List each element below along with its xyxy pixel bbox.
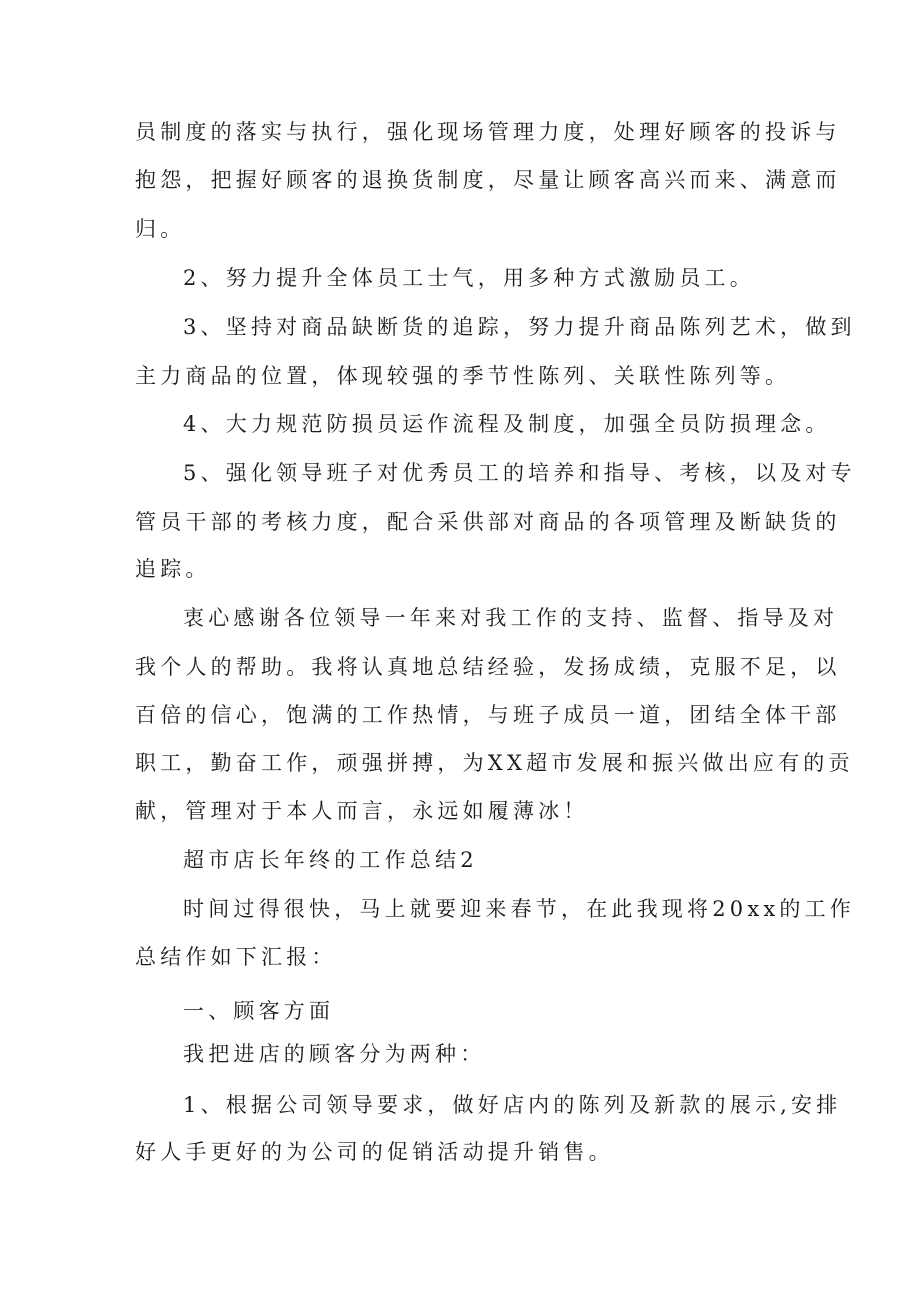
text-line: 员制度的落实与执行，强化现场管理力度，处理好顾客的投诉与 [135,120,841,144]
text-line: 献，管理对于本人而言，永远如履薄冰！ [135,799,589,823]
text-line: 抱怨，把握好顾客的退换货制度，尽量让顾客高兴而来、满意而 [135,168,841,192]
text-line: 归。 [135,217,186,241]
section-title: 超市店长年终的工作总结2 [183,848,478,872]
text-line: 职工，勤奋工作，顽强拼搏，为XX超市发展和振兴做出应有的贡 [135,751,854,775]
text-line: 时间过得很快，马上就要迎来春节，在此我现将20xx的工作 [183,897,856,921]
text-line: 总结作如下汇报： [135,945,337,969]
text-line: 我个人的帮助。我将认真地总结经验，发扬成绩，克服不足，以 [135,655,841,679]
text-line: 好人手更好的为公司的促销活动提升销售。 [135,1140,614,1164]
text-line: 4、大力规范防损员运作流程及制度，加强全员防损理念。 [183,412,831,436]
text-line: 3、坚持对商品缺断货的追踪，努力提升商品陈列艺术，做到 [183,315,856,339]
text-line: 主力商品的位置，体现较强的季节性陈列、关联性陈列等。 [135,364,791,388]
text-line: 2、努力提升全体员工士气，用多种方式激励员工。 [183,266,755,290]
section-heading: 一、顾客方面 [183,999,335,1023]
text-line: 衷心感谢各位领导一年来对我工作的支持、监督、指导及对 [183,606,839,630]
text-line: 百倍的信心，饱满的工作热情，与班子成员一道，团结全体干部 [135,703,841,727]
text-line: 1、根据公司领导要求，做好店内的陈列及新款的展示,安排 [183,1093,842,1117]
text-line: 管员干部的考核力度，配合采供部对商品的各项管理及断缺货的 [135,510,841,534]
text-line: 追踪。 [135,557,211,581]
text-line: 我把进店的顾客分为两种： [183,1042,486,1066]
text-line: 5、强化领导班子对优秀员工的培养和指导、考核，以及对专 [183,461,856,485]
